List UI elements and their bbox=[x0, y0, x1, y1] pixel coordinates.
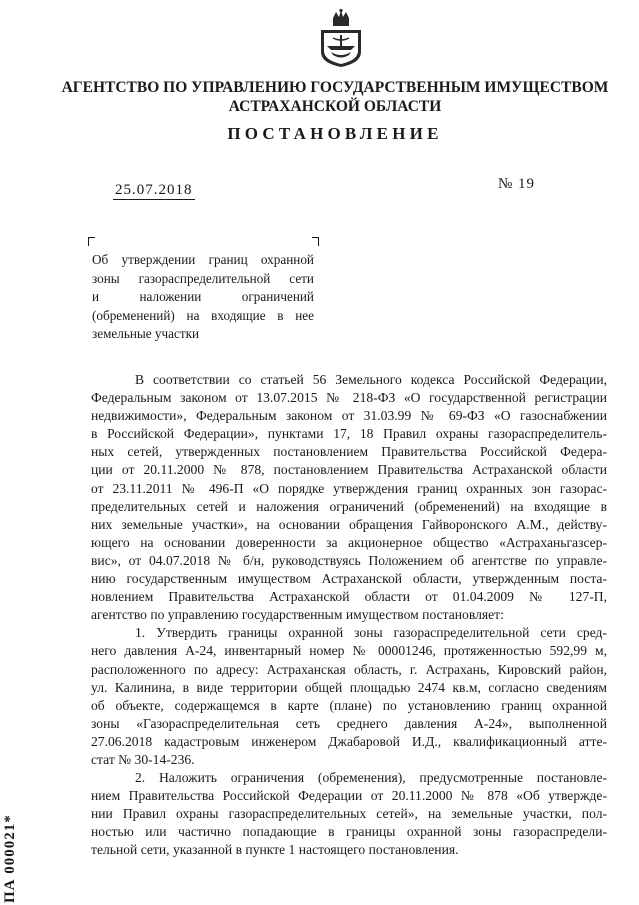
body-line: от 23.11.2011 № 496-П «О порядке утверждения границ охранных зон газорас- bbox=[91, 480, 607, 496]
body-line: вис», от 04.07.2018 № б/н, руководствуясь Положением об агентстве по управле- bbox=[91, 552, 607, 568]
body-line: 2. Наложить ограничения (обременения), предусмотренные постановле- bbox=[135, 770, 607, 786]
body-line: него давления А-24, инвентарный номер № 00001246, протяженностью 592,99 м, bbox=[91, 643, 607, 659]
body-line: об объекте, содержащемся в карте (плане) по установлению границ охранной bbox=[91, 697, 607, 713]
agency-name-line-2: АСТРАХАНСКОЙ ОБЛАСТИ bbox=[228, 98, 442, 115]
subject-bracket-right bbox=[312, 237, 319, 246]
coat-of-arms-emblem bbox=[319, 8, 363, 68]
body-line: нию государственным имуществом Астраханской области, утвержденным поста- bbox=[91, 571, 607, 587]
body-line: 1. Утвердить границы охранной зоны газораспределительной сети сред- bbox=[135, 625, 607, 641]
body-line: ных сетей, утвержденных постановлением Правительства Российской Федера- bbox=[91, 444, 607, 460]
document-date: 25.07.2018 bbox=[115, 182, 193, 198]
body-line: них земельные участки», на основании обращения Гайворонского А.М., действу- bbox=[91, 516, 607, 532]
body-line: агентство по управлению государственным имуществом постановляет: bbox=[91, 607, 504, 623]
body-line: стат № 30-14-236. bbox=[91, 751, 195, 767]
document-body bbox=[91, 371, 607, 860]
agency-name-line-1: АГЕНТСТВО ПО УПРАВЛЕНИЮ ГОСУДАРСТВЕННЫМ ИМУЩЕСТВОМ bbox=[61, 79, 609, 96]
body-line: ции от 20.11.2000 № 878, постановлением Правительства Астраханской области bbox=[91, 462, 607, 478]
body-line: В соответствии со статьей 56 Земельного кодекса Российской Федерации, bbox=[135, 372, 607, 387]
subject-line: и наложении ограничений bbox=[92, 289, 314, 304]
registration-stamp: ПА 000021* bbox=[2, 814, 18, 903]
subject-block bbox=[92, 251, 314, 344]
subject-line: (обременений) на входящие в нее bbox=[92, 307, 314, 323]
body-line: ностью или частично попадающие в границы охранной зоны газораспредели- bbox=[91, 824, 607, 840]
body-line: тельной сети, указанной в пункте 1 настоящего постановления. bbox=[91, 842, 459, 858]
body-line: в Российской Федерации», пунктами 17, 18 Правил охраны газораспределитель- bbox=[91, 426, 607, 442]
body-line: расположенного по адресу: Астраханская область, г. Астрахань, Кировский район, bbox=[91, 661, 607, 677]
document-number: № 19 bbox=[498, 176, 536, 192]
body-line: новлением Правительства Астраханской области от 01.04.2009 № 127-П, bbox=[91, 589, 607, 605]
document-type-title: ПОСТАНОВЛЕНИЕ bbox=[227, 124, 443, 143]
subject-line: Об утверждении границ охранной bbox=[92, 252, 314, 267]
subject-line: зоны газораспределительной сети bbox=[92, 270, 314, 286]
body-line: ул. Калинина, в виде территории общей площадью 2474 кв.м, согласно сведениям bbox=[91, 679, 607, 695]
body-line: зоны «Газораспределительная сеть среднего давления А-24», выполненной bbox=[91, 715, 607, 731]
subject-line: земельные участки bbox=[92, 326, 200, 341]
subject-bracket-left bbox=[88, 237, 95, 246]
agency-name bbox=[60, 78, 610, 116]
body-line: нием Правительства Российской Федерации от 20.11.2000 № 878 «Об утвержде- bbox=[91, 788, 607, 804]
body-line: 27.06.2018 кадастровым инженером Джабаровой И.Д., квалификационный аттe- bbox=[91, 733, 607, 749]
body-line: недвижимости», Федеральным законом от 31.03.99 № 69-ФЗ «О газоснабжении bbox=[91, 408, 607, 424]
body-line: пределительных сетей и наложения ограничений (обременений) на входящие в bbox=[91, 498, 607, 514]
body-line: нии Правил охраны газораспределительных сетей», на земельные участки, пол- bbox=[91, 806, 607, 822]
body-line: ющего на основании доверенности за акционерное общество «Астраханьгазсер- bbox=[91, 534, 607, 550]
body-line: Федеральным законом от 13.07.2015 № 218-ФЗ «О государственной регистрации bbox=[91, 390, 607, 406]
